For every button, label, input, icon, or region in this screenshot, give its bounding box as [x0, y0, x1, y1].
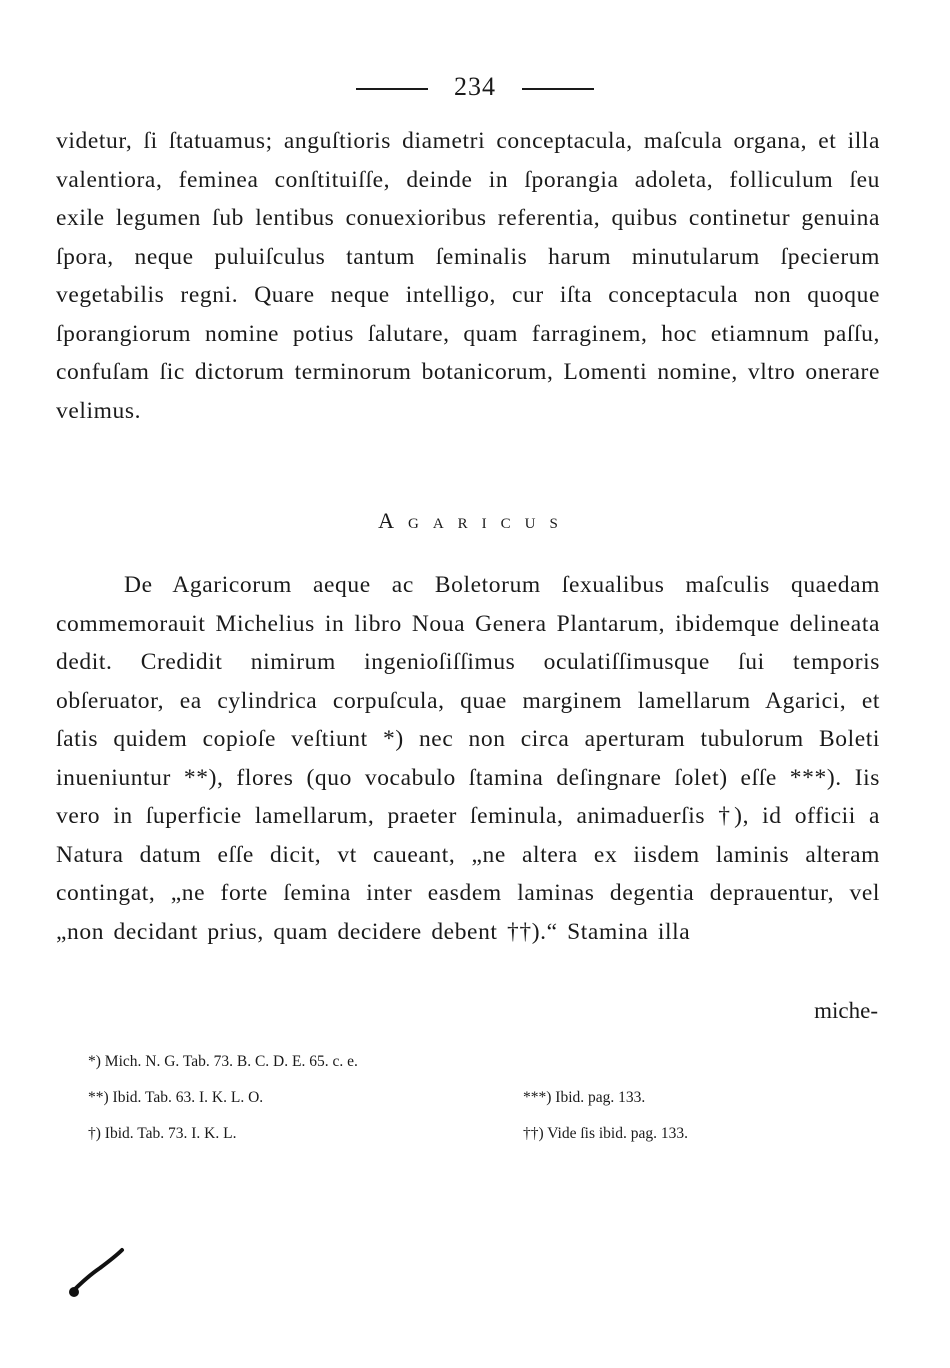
footnote-5: ††) Vide ſis ibid. pag. 133.	[523, 1125, 688, 1142]
ink-mark-icon	[66, 1246, 136, 1306]
footnote-1: *) Mich. N. G. Tab. 73. B. C. D. E. 65. c. e.	[88, 1053, 358, 1070]
footnote-4: †) Ibid. Tab. 73. I. K. L.	[88, 1125, 237, 1142]
page-header	[0, 72, 950, 102]
footnote-3: ***) Ibid. pag. 133.	[523, 1089, 646, 1106]
header-rule-right	[522, 88, 594, 90]
footnote-2: **) Ibid. Tab. 63. I. K. L. O.	[88, 1089, 264, 1106]
catchword: miche-	[814, 998, 878, 1023]
paragraph-2-text: De Agaricorum aeque ac Boletorum ſexualibus maſculis quaedam commemorauit Michelius in libro Noua Genera Plantarum, ibidemque delineata dedit. Credidit nimirum ingenioſiſſimus oculatiſſimusque ſui temporis obſeruator, ea cylindrica corpuſcula, quae marginem lamellarum Agarici, et ſatis quidem copioſe veſtiunt *) nec non circa aperturam tubulorum Boleti inueniuntur **), flores (quo vocabulo ſtamina deſingnare ſolet) eſſe ***). Iis vero in ſuperficie lamellarum, praeter ſeminula, animaduerſis †), id officii a Natura datum eſſe dicit, vt caueant, „ne altera ex iisdem laminis alteram contingat, „ne forte ſemina inter easdem laminas degentia deprauentur, vel „non decidant prius, quam decidere debent ††).“ Stamina illa	[56, 572, 880, 945]
paragraph-1: videtur, ſi ſtatuamus; anguſtioris diametri conceptacula, maſcula organa, et illa valentiora, feminea conſtituiſſe, deinde in ſporangia adoleta, folliculum ſeu exile legumen ſub lentibus conuexioribus referentia, quibus continetur genuina ſpora, neque puluiſculus tantum ſeminalis harum minutularum ſpecierum vegetabilis regni. Quare neque intelligo, cur iſta conceptacula non quoque ſporangiorum nomine potius ſalutare, quam farraginem, hoc etiamnum paſſu, confuſam ſic dictorum terminorum botanicorum, Lomenti nomine, vltro onerare velimus.	[56, 128, 880, 424]
page-number: 234	[454, 72, 496, 101]
header-rule-left	[356, 88, 428, 90]
paragraph-2	[56, 566, 880, 951]
section-heading: Agaricus	[378, 508, 572, 533]
